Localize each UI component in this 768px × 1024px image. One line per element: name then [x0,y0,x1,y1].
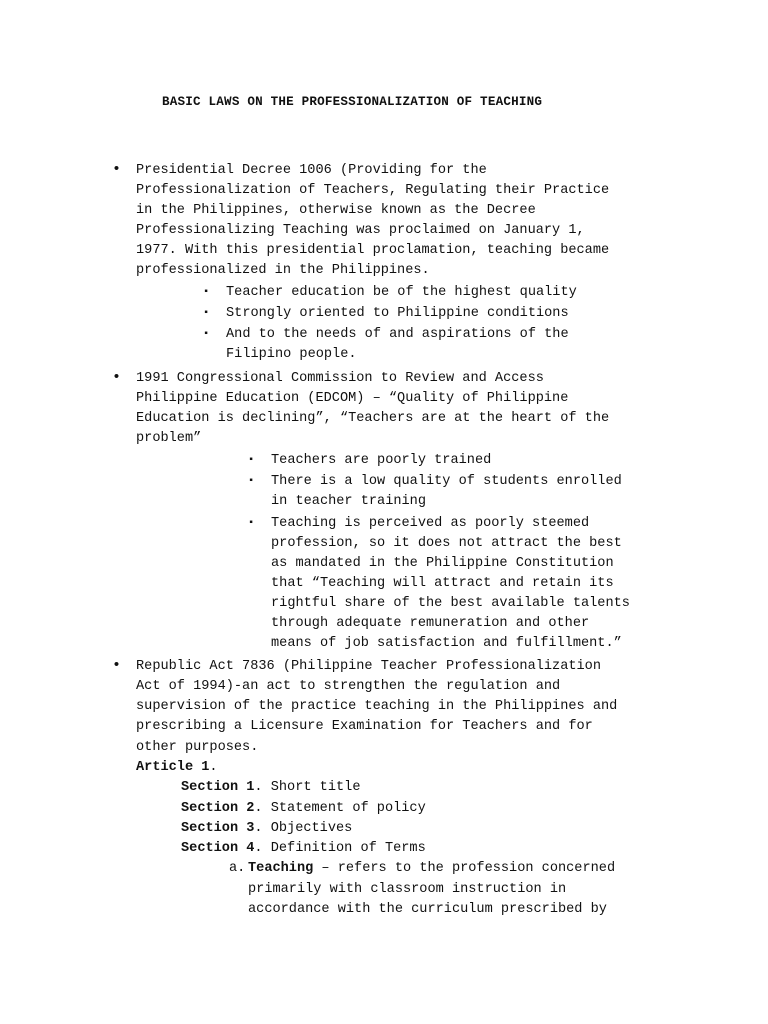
edcom-line: Philippine Education (EDCOM) – “Quality of Philippine [136,391,569,406]
definition-line: accordance with the curriculum prescribed by [248,902,607,917]
section-label: Section 1 [181,780,255,795]
ra7836-line: Act of 1994)-an act to strengthen the regulation and [136,679,561,694]
section-label: Section 3 [181,821,255,836]
ra7836-line: supervision of the practice teaching in the Philippines and [136,699,618,714]
article-suffix: . [209,760,218,775]
definition-item [248,861,615,877]
pd1006-sub-item: Teacher education be of the highest quality [226,285,577,300]
article-heading [136,760,218,776]
edcom-sub-item: that “Teaching will attract and retain its [271,576,614,591]
definition-line: primarily with classroom instruction in [248,882,567,897]
edcom-sub-item: Teaching is perceived as poorly steemed [271,516,590,531]
ra7836-line: Republic Act 7836 (Philippine Teacher Professionalization [136,659,601,674]
sub-bullet-icon: ▪ [248,476,255,487]
ra7836-line: prescribing a Licensure Examination for Teachers and for [136,719,593,734]
edcom-sub-item: Teachers are poorly trained [271,453,492,468]
sub-bullet-icon: ▪ [203,287,210,298]
edcom-sub-item: through adequate remuneration and other [271,616,590,631]
section-text: . Short title [254,780,361,795]
edcom-sub-item: There is a low quality of students enrolled [271,474,622,489]
edcom-sub-item: in teacher training [271,494,426,509]
bullet-icon: • [112,369,122,386]
edcom-sub-item: as mandated in the Philippine Constitution [271,556,614,571]
bullet-icon: • [112,657,122,674]
section-item [181,801,426,817]
section-label: Section 4 [181,841,255,856]
definition-text: – refers to the profession concerned [313,861,616,876]
bullet-icon: • [112,161,122,178]
document-title: BASIC LAWS ON THE PROFESSIONALIZATION OF TEACHING [162,95,543,109]
ra7836-line: other purposes. [136,740,259,755]
pd1006-line: Professionalizing Teaching was proclaimed on January 1, [136,223,585,238]
pd1006-sub-item: Filipino people. [226,347,357,362]
section-item [181,821,352,837]
section-item [181,841,426,857]
pd1006-line: Professionalization of Teachers, Regulating their Practice [136,183,610,198]
pd1006-line: Presidential Decree 1006 (Providing for the [136,163,487,178]
edcom-line: 1991 Congressional Commission to Review and Access [136,371,544,386]
article-label: Article 1 [136,760,210,775]
edcom-sub-item: profession, so it does not attract the best [271,536,622,551]
section-item [181,780,360,796]
sub-bullet-icon: ▪ [248,518,255,529]
sub-bullet-icon: ▪ [203,308,210,319]
definition-term: Teaching [248,861,314,876]
edcom-sub-item: rightful share of the best available talents [271,596,630,611]
pd1006-line: in the Philippines, otherwise known as the Decree [136,203,536,218]
sub-bullet-icon: ▪ [248,455,255,466]
edcom-sub-item: means of job satisfaction and fulfillment.” [271,636,622,651]
pd1006-sub-item: And to the needs of and aspirations of the [226,327,569,342]
sub-bullet-icon: ▪ [203,329,210,340]
pd1006-sub-item: Strongly oriented to Philippine conditions [226,306,569,321]
section-text: . Statement of policy [254,801,426,816]
section-text: . Objectives [254,821,353,836]
section-text: . Definition of Terms [254,841,426,856]
edcom-line: problem” [136,431,202,446]
definition-marker: a. [229,861,246,876]
edcom-line: Education is declining”, “Teachers are at the heart of the [136,411,610,426]
section-label: Section 2 [181,801,255,816]
pd1006-line: professionalized in the Philippines. [136,263,430,278]
pd1006-line: 1977. With this presidential proclamation, teaching became [136,243,610,258]
